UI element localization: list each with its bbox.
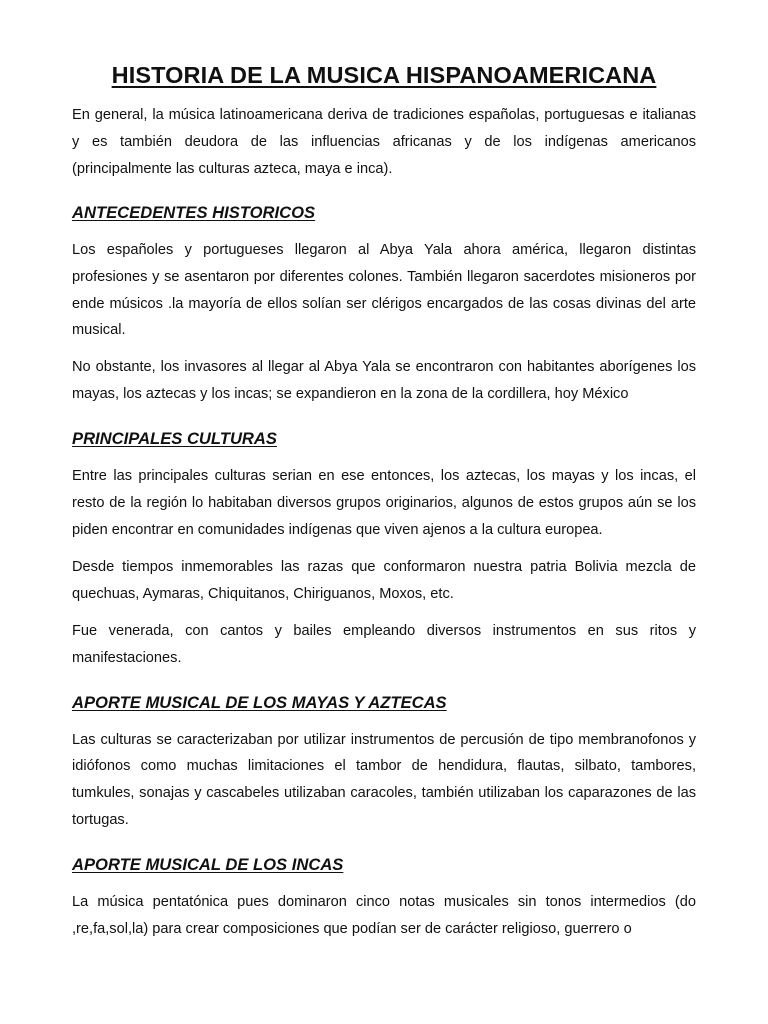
culturas-paragraph-2: Desde tiempos inmemorables las razas que conformaron nuestra patria Bolivia mezcla de quechuas, Aymaras, Chiquitanos, Chiriguanos, Moxos, etc. (72, 558, 696, 602)
section-heading-antecedentes: ANTECEDENTES HISTORICOS (72, 202, 316, 222)
antecedentes-paragraph-1: Los españoles y portugueses llegaron al Abya Yala ahora américa, llegaron distintas profesiones y se asentaron por diferentes colones. También llegaron sacerdotes misioneros por ende músicos .la mayoría de ellos solían ser clérigos encargados de las cosas divinas del arte musical. (72, 241, 696, 339)
section-heading-incas: APORTE MUSICAL DE LOS INCAS (72, 855, 344, 875)
culturas-paragraph-1: Entre las principales culturas serian en ese entonces, los aztecas, los mayas y los incas, el resto de la región lo habitaban diversos grupos originarios, algunos de estos grupos aún se los piden encontrar en comunidades indígenas que viven ajenos a la cultura europea. (72, 468, 696, 538)
mayas-aztecas-paragraph: Las culturas se caracterizaban por utilizar instrumentos de percusión de tipo membranofonos y idiófonos como muchas limitaciones el tambor de hendidura, flautas, silbato, tambores, tumkules, sonajas y cascabeles utilizaban caracoles, también utilizaban los caparazones de las tortugas. (72, 731, 696, 829)
culturas-paragraph-3: Fue venerada, con cantos y bailes empleando diversos instrumentos en sus ritos y manifestaciones. (72, 622, 696, 666)
section-heading-principales-culturas: PRINCIPALES CULTURAS (72, 429, 277, 449)
document-title: HISTORIA DE LA MUSICA HISPANOAMERICANA (111, 62, 657, 88)
intro-paragraph: En general, la música latinoamericana deriva de tradiciones españolas, portuguesas e italianas y es también deudora de las influencias africanas y de los indígenas americanos (principalmente las culturas azteca, maya e inca). (72, 107, 696, 177)
antecedentes-paragraph-2: No obstante, los invasores al llegar al Abya Yala se encontraron con habitantes aborígenes los mayas, los aztecas y los incas; se expandieron en la zona de la cordillera, hoy México (72, 359, 696, 403)
incas-paragraph: La música pentatónica pues dominaron cinco notas musicales sin tonos intermedios (do ,re,fa,sol,la) para crear composiciones que podían ser de carácter religioso, guerrero o (72, 894, 696, 938)
section-heading-mayas-aztecas: APORTE MUSICAL DE LOS MAYAS Y AZTECAS (72, 692, 447, 712)
